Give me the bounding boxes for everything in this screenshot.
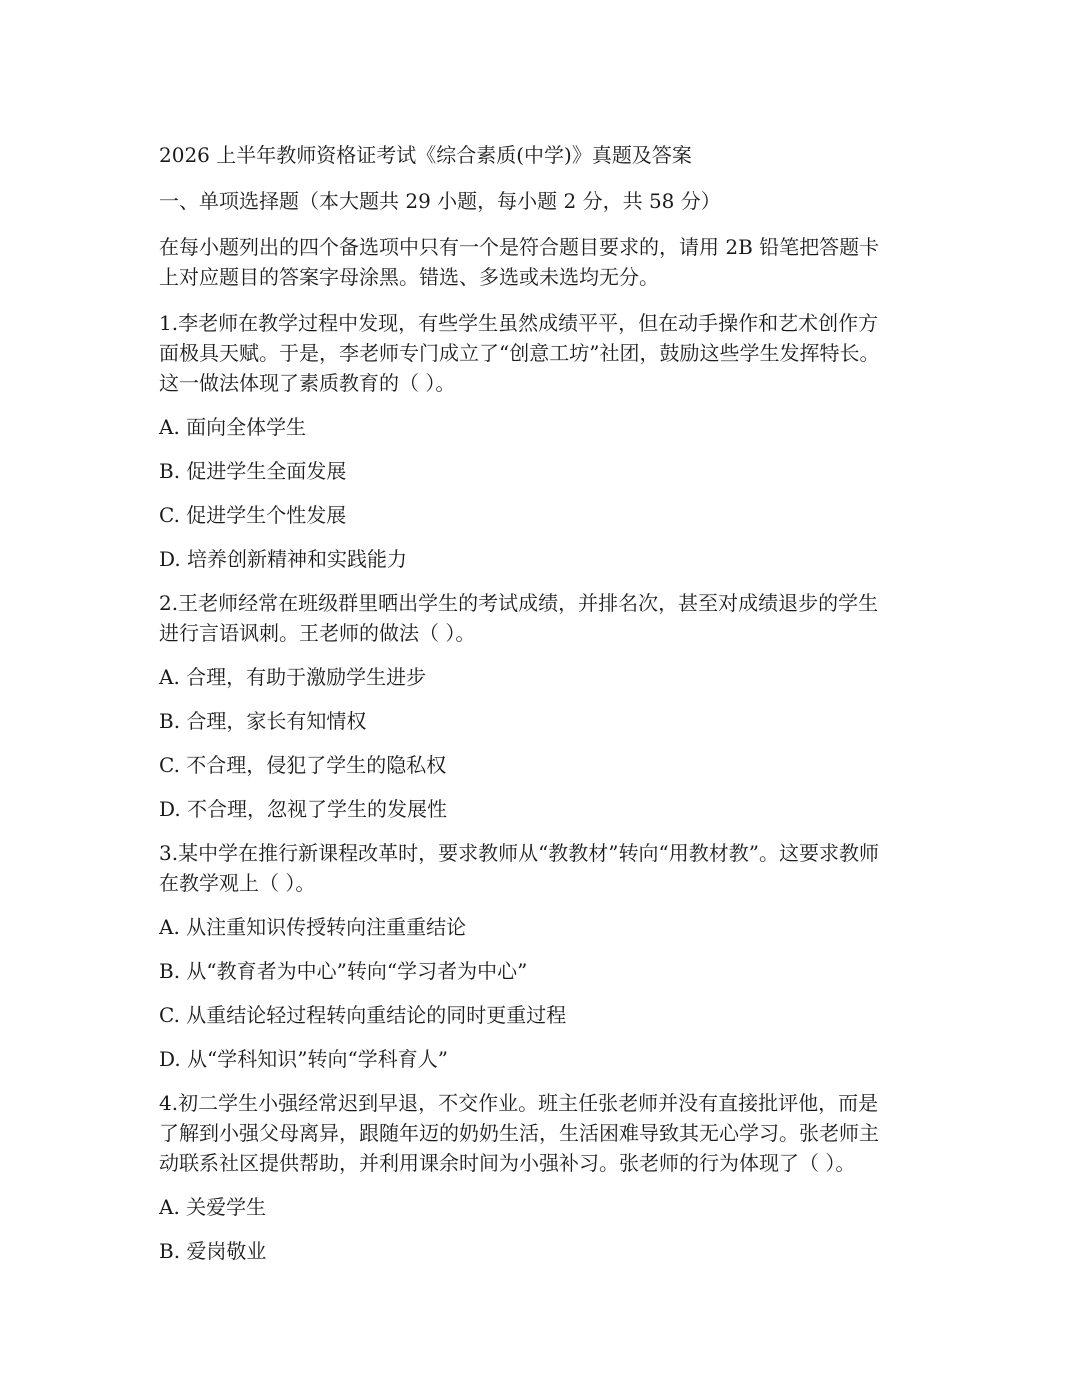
question-stem-line: 1.李老师在教学过程中发现，有些学生虽然成绩平平，但在动手操作和艺术创作方 [159, 311, 879, 335]
option-b: B. 促进学生全面发展 [159, 459, 347, 483]
question-1 [159, 308, 939, 574]
section-heading: 一、单项选择题（本大题共 29 小题，每小题 2 分，共 58 分） [159, 189, 721, 213]
question-4 [159, 1088, 939, 1266]
exam-document [159, 140, 939, 1266]
question-stem-line: 了解到小强父母离异，跟随年迈的奶奶生活，生活困难导致其无心学习。张老师主 [159, 1121, 879, 1145]
option-a: A. 面向全体学生 [159, 415, 307, 439]
instruction-line: 在每小题列出的四个备选项中只有一个是符合题目要求的，请用 2B 铅笔把答题卡 [159, 235, 880, 259]
option-a: A. 合理，有助于激励学生进步 [159, 665, 427, 689]
option-c: C. 促进学生个性发展 [159, 503, 347, 527]
question-stem-line: 面极具天赋。于是，李老师专门成立了“创意工坊”社团，鼓励这些学生发挥特长。 [159, 341, 880, 365]
option-c: C. 不合理，侵犯了学生的隐私权 [159, 753, 447, 777]
question-stem-line: 这一做法体现了素质教育的（ ）。 [159, 371, 456, 395]
question-stem-line: 进行言语讽刺。王老师的做法（ ）。 [159, 621, 476, 645]
option-d: D. 从“学科知识”转向“学科育人” [159, 1047, 448, 1071]
question-3 [159, 838, 939, 1074]
question-stem-line: 在教学观上（ ）。 [159, 871, 316, 895]
question-stem-line: 动联系社区提供帮助，并利用课余时间为小强补习。张老师的行为体现了（ ）。 [159, 1151, 856, 1175]
option-c: C. 从重结论轻过程转向重结论的同时更重过程 [159, 1003, 567, 1027]
option-d: D. 不合理，忽视了学生的发展性 [159, 797, 448, 821]
option-a: A. 从注重知识传授转向注重重结论 [159, 915, 467, 939]
question-stem-line: 2.王老师经常在班级群里晒出学生的考试成绩，并排名次，甚至对成绩退步的学生 [159, 591, 879, 615]
option-b: B. 从“教育者为中心”转向“学习者为中心” [159, 959, 528, 983]
question-2 [159, 588, 939, 824]
question-stem-line: 4.初二学生小强经常迟到早退，不交作业。班主任张老师并没有直接批评他，而是 [159, 1091, 879, 1115]
option-b: B. 爱岗敬业 [159, 1239, 267, 1263]
document-title: 2026 上半年教师资格证考试《综合素质(中学)》真题及答案 [159, 143, 692, 167]
option-d: D. 培养创新精神和实践能力 [159, 547, 408, 571]
instructions [159, 232, 939, 292]
option-a: A. 关爱学生 [159, 1195, 267, 1219]
option-b: B. 合理，家长有知情权 [159, 709, 367, 733]
instruction-line: 上对应题目的答案字母涂黑。错选、多选或未选均无分。 [159, 265, 659, 289]
question-stem-line: 3.某中学在推行新课程改革时，要求教师从“教教材”转向“用教材教”。这要求教师 [159, 841, 879, 865]
